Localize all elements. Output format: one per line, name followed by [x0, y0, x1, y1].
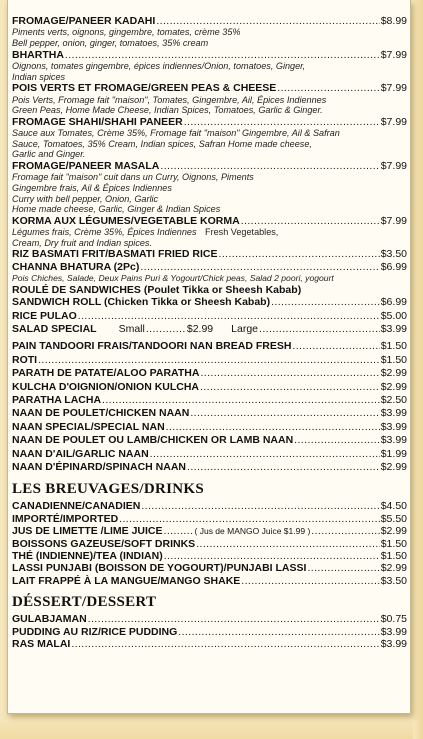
leader-dots — [241, 575, 379, 587]
menu-item — [12, 613, 407, 625]
item-price: $5.00 — [380, 309, 407, 322]
item-price: $7.99 — [380, 159, 407, 172]
item-name: FROMAGE SHAHI/SHAHI PANEER — [12, 115, 183, 128]
menu-item — [12, 461, 407, 474]
leader-dots — [140, 261, 379, 273]
menu-item — [12, 407, 407, 420]
item-name: THÉ (INDIENNE)/TEA (INDIAN) — [12, 550, 163, 563]
item-name: CANADIENNE/CANADIEN — [12, 500, 141, 513]
leader-dots — [196, 538, 380, 550]
leader-dots — [294, 434, 380, 447]
item-name: NAAN DE POULET/CHICKEN NAAN — [12, 407, 190, 420]
menu-item — [12, 562, 407, 574]
leader-dots — [78, 310, 380, 323]
item-price: $3.99 — [380, 407, 407, 420]
menu-item — [12, 500, 407, 512]
item-name: SANDWICH ROLL (Chicken Tikka or Sheesh Kabab) — [12, 296, 271, 309]
menu-item — [12, 367, 407, 380]
item-description: Bell pepper, onion, ginger, tomatoes, 35% cream — [12, 38, 209, 48]
item-description — [12, 227, 407, 238]
item-price: $6.99 — [380, 260, 407, 273]
menu-item — [12, 310, 407, 323]
leader-dots — [277, 82, 379, 94]
item-name: POIS VERTS ET FROMAGE/GREEN PEAS & CHEESE — [12, 82, 277, 95]
menu-item-header — [12, 284, 407, 296]
leader-dots — [200, 381, 380, 394]
leader-dots — [184, 116, 380, 128]
item-name: KORMA AUX LÉGUMES/VEGETABLE KORMA — [12, 214, 240, 227]
item-description: Cream, Dry fruit and Indian spices. — [12, 237, 152, 248]
menu-item — [12, 116, 407, 128]
menu-item — [12, 394, 407, 407]
menu-item — [12, 638, 407, 650]
leader-dots — [160, 160, 379, 172]
leader-dots — [65, 49, 380, 61]
leader-dots — [241, 215, 380, 227]
item-name: RICE PULAO — [12, 309, 77, 322]
item-price: $3.99 — [380, 434, 407, 447]
item-name: PARATHA LACHA — [12, 394, 102, 406]
menu-item — [12, 261, 407, 273]
item-name: ROTI — [12, 353, 38, 366]
item-price: $7.99 — [380, 48, 407, 61]
menu-item — [12, 525, 407, 537]
menu-item — [12, 82, 407, 94]
item-description: Oignons, tomates gingembre, épices indiennes/Onion, tomatoes, Ginger, — [12, 61, 306, 71]
leader-dots — [271, 296, 380, 309]
item-description: Green Peas, Home Made Cheese, Indian Spices, Tomatoes, Garlic & Ginger. — [12, 105, 323, 116]
item-price: $1.50 — [380, 550, 407, 563]
menu-item — [12, 381, 407, 394]
leader-dots — [71, 638, 379, 650]
salad-small-label: Small — [118, 322, 145, 335]
leader-dots — [156, 15, 379, 27]
item-name: RAS MALAI — [12, 638, 71, 651]
leader-dots — [178, 626, 379, 638]
leader-dots — [259, 323, 380, 336]
item-name: NAAN DE POULET OU LAMB/CHICKEN OR LAMB NAAN — [12, 434, 294, 447]
item-price: $3.99 — [380, 420, 407, 433]
item-price: $7.99 — [380, 82, 407, 95]
item-price: $3.50 — [380, 248, 407, 261]
item-name: PAIN TANDOORI FRAIS/TANDOORI NAN BREAD FRESH — [12, 340, 292, 353]
menu-item — [12, 434, 407, 447]
menu-item — [12, 550, 407, 562]
section-title-drinks: LES BREUVAGES/DRINKS — [12, 481, 205, 498]
item-name: LASSI PUNJABI (BOISSON DE YOGOURT)/PUNJABI LASSI — [12, 562, 307, 575]
item-description: Fromage fait "maison" cuit dans un Curry, Oignons, Piments — [12, 172, 254, 183]
leader-dots — [307, 562, 379, 574]
item-name: ROULÉ DE SANDWICHES (Poulet Tikka or Sheesh Kabab) — [12, 283, 302, 296]
menu-item — [12, 15, 407, 27]
leader-dots — [102, 394, 380, 407]
leader-dots — [200, 367, 379, 380]
item-name: JUS DE LIMETTE /LIME JUICE — [12, 525, 163, 538]
item-price: $2.99 — [380, 367, 407, 380]
menu-item — [12, 160, 407, 172]
item-price: $2.99 — [380, 461, 407, 474]
leader-dots — [187, 461, 380, 474]
item-price: $3.99 — [380, 638, 407, 651]
menu-content — [12, 15, 407, 651]
salad-large-label: Large — [231, 322, 258, 335]
item-name: GULABJAMAN — [12, 613, 87, 626]
item-price: $2.99 — [380, 525, 407, 538]
menu-item — [12, 296, 407, 309]
item-name: NAAN SPECIAL/SPECIAL NAN — [12, 420, 165, 433]
item-price: $1.50 — [380, 340, 407, 353]
item-description: Home made cheese, Garlic, Ginger & Indian Spices — [12, 204, 221, 215]
menu-page — [7, 0, 411, 714]
item-description: Curry with bell pepper, Onion, Garlic — [12, 193, 159, 204]
item-description-part: Fresh Vegetables, — [205, 227, 279, 238]
leader-dots — [292, 340, 379, 353]
item-price: $6.99 — [380, 296, 407, 309]
menu-item — [12, 354, 407, 367]
menu-item — [12, 215, 407, 227]
salad-large-price: $3.99 — [380, 322, 407, 335]
item-price: $1.50 — [380, 537, 407, 550]
item-name: PUDDING AU RIZ/RICE PUDDING — [12, 625, 178, 638]
item-price: $2.99 — [380, 380, 407, 393]
leader-dots — [166, 421, 380, 434]
item-description: Piments verts, oignons, gingembre, tomates, crème 35% — [12, 27, 241, 38]
item-price: $2.99 — [380, 562, 407, 575]
item-name: NAAN D'ÉPINARD/SPINACH NAAN — [12, 461, 187, 474]
item-name: FROMAGE/PANEER MASALA — [12, 159, 160, 172]
menu-item — [12, 340, 407, 353]
leader-dots — [88, 613, 380, 625]
page-shadow-right — [413, 0, 423, 739]
item-price: $8.99 — [380, 15, 407, 27]
leader-dots — [150, 448, 380, 461]
item-price: $1.99 — [380, 447, 407, 460]
leader-dots — [164, 525, 194, 537]
item-name: LAIT FRAPPÉ À LA MANGUE/MANGO SHAKE — [12, 574, 241, 587]
item-description: Pois Verts, Fromage fait "maison", Tomates, Gingembre, Ail, Épices Indiennes — [12, 94, 327, 105]
item-price: $4.50 — [380, 500, 407, 513]
item-name: SALAD SPECIAL — [12, 322, 97, 335]
menu-item — [12, 513, 407, 525]
item-name: CHANNA BHATURA (2Pc) — [12, 260, 140, 273]
mango-juice-note: ( Jus de MANGO Juice $1.99 ) — [194, 526, 311, 537]
leader-dots — [164, 550, 380, 562]
menu-item — [12, 49, 407, 61]
item-name: BHARTHA — [12, 48, 64, 61]
leader-dots — [190, 407, 379, 420]
leader-dots — [219, 248, 380, 260]
item-price: $1.50 — [380, 353, 407, 366]
item-price: $3.50 — [380, 574, 407, 587]
leader-dots — [119, 513, 380, 525]
item-name: NAAN D'AIL/GARLIC NAAN — [12, 447, 149, 460]
item-price: $7.99 — [380, 214, 407, 227]
menu-item — [12, 448, 407, 461]
menu-item — [12, 248, 407, 260]
item-name: BOISSONS GAZEUSE/SOFT DRINKS — [12, 537, 196, 550]
section-title-dessert: DÉSSERT/DESSERT — [12, 594, 157, 611]
item-description: Sauce, Tomatoes, 35% Cream, Indian spices, Safran Home made cheese, — [12, 138, 312, 149]
item-description: Gingembre frais, Ail & Épices Indiennes — [12, 182, 172, 193]
page-shadow-bottom — [0, 717, 423, 739]
item-description-part: Légumes frais, Crème 35%, Épices Indiennes — [12, 227, 197, 238]
leader-dots — [38, 354, 380, 367]
item-description: Pois Chiches, Salade, Deux Pains Puri & Yogourt/Chick peas, Salad 2 poori, yogourt — [12, 273, 334, 284]
item-description: Sauce aux Tomates, Crème 35%, Fromage fait "maison" Gingembre, Ail & Safran — [12, 128, 340, 139]
item-description: Garlic and Ginger. — [12, 149, 86, 160]
leader-dots — [146, 323, 186, 336]
item-name: FROMAGE/PANEER KADAHI — [12, 15, 156, 27]
item-price: $7.99 — [380, 115, 407, 128]
item-description: Indian spices — [12, 71, 66, 82]
menu-item — [12, 575, 407, 587]
item-price: $5.50 — [380, 512, 407, 525]
item-price: $2.50 — [380, 394, 407, 406]
item-name: IMPORTÉ/IMPORTED — [12, 512, 119, 525]
item-name: RIZ BASMATI FRIT/BASMATI FRIED RICE — [12, 248, 218, 261]
item-name: KULCHA D'OIGNION/ONION KULCHA — [12, 380, 200, 393]
salad-small-price: $2.99 — [186, 322, 214, 335]
menu-item — [12, 421, 407, 434]
item-price: $3.99 — [380, 625, 407, 638]
leader-dots — [141, 500, 379, 512]
menu-item-salad — [12, 323, 407, 336]
item-price: $0.75 — [380, 613, 407, 626]
leader-dots — [311, 525, 379, 537]
menu-item — [12, 538, 407, 550]
menu-item — [12, 626, 407, 638]
item-name: PARATH DE PATATE/ALOO PARATHA — [12, 367, 200, 380]
